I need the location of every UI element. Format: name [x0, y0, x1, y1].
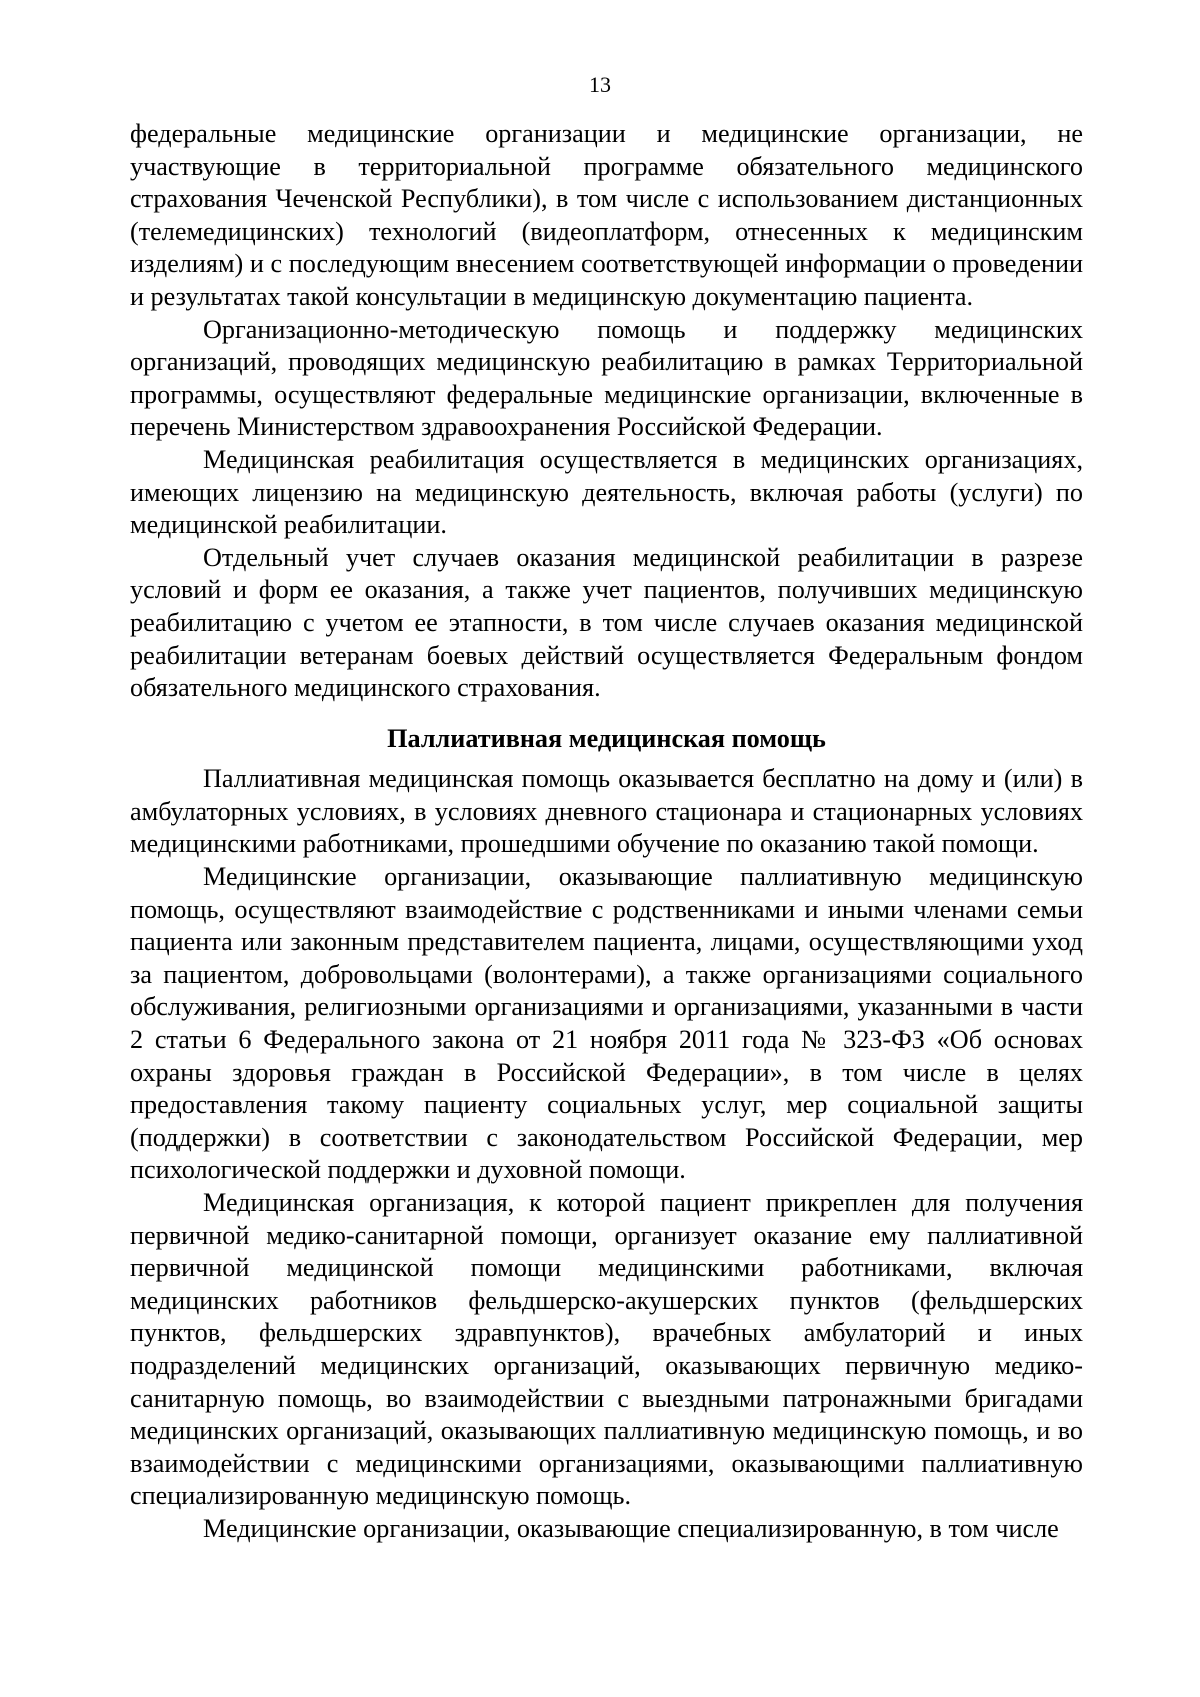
paragraph: Паллиативная медицинская помощь оказывается бесплатно на дому и (или) в амбулаторных условиях, в условиях дневного стационара и стационарных условиях медицинскими работниками, прошедшими обучение по оказанию такой помощи. [130, 764, 1083, 859]
paragraph: Отдельный учет случаев оказания медицинской реабилитации в разрезе условий и форм ее оказания, а также учет пациентов, получивших медицинскую реабилитацию с учетом ее этапности, в том числе случаев оказания медицинской реабилитации ветеранам боевых действий осуществляется Федеральным фондом обязательного медицинского страхования. [130, 542, 1083, 703]
paragraph: Медицинская реабилитация осуществляется в медицинских организациях, имеющих лицензию на медицинскую деятельность, включая работы (услуги) по медицинской реабилитации. [130, 444, 1083, 540]
section-heading: Паллиативная медицинская помощь [387, 723, 826, 753]
page-number: 13 [589, 72, 611, 97]
paragraph: Медицинские организации, оказывающие паллиативную медицинскую помощь, осуществляют взаимодействие с родственниками и иными членами семьи пациента или законным представителем пациента, лицами, осуществляющими уход за пациентом, добровольцами (волонтерами), а также организациями социального обслуживания, религиозными организациями и организациями, указанными в части 2 статьи 6 Федерального закона от 21 ноября 2011 года № 323-ФЗ «Об основах охраны здоровья граждан в Российской Федерации», в том числе в целях предоставления такому пациенту социальных услуг, мер социальной защиты (поддержки) в соответствии с законодательством Российской Федерации, мер психологической поддержки и духовной помощи. [130, 862, 1083, 1185]
paragraph: Медицинская организация, к которой пациент прикреплен для получения первичной медико-санитарной помощи, организует оказание ему паллиативной первичной медицинской помощи медицинскими работниками, включая медицинских работников фельдшерско-акушерских пунктов (фельдшерских пунктов, фельдшерских здравпунктов), врачебных амбулаторий и иных подразделений медицинских организаций, оказывающих первичную медико-санитарную помощь, во взаимодействии с выездными патронажными бригадами медицинских организаций, оказывающих паллиативную медицинскую помощь, и во взаимодействии с медицинскими организациями, оказывающими паллиативную специализированную медицинскую помощь. [130, 1188, 1083, 1511]
paragraph-truncated: Медицинские организации, оказывающие специализированную, в том числе [203, 1513, 1059, 1543]
document-body [130, 118, 1083, 1546]
paragraph-continuation: федеральные медицинские организации и медицинские организации, не участвующие в территориальной программе обязательного медицинского страхования Чеченской Республики), в том числе с использованием дистанционных (телемедицинских) технологий (видеоплатформ, отнесенных к медицинским изделиям) и с последующим внесением соответствующей информации о проведении и результатах такой консультации в медицинскую документацию пациента. [130, 119, 1083, 311]
paragraph: Организационно-методическую помощь и поддержку медицинских организаций, проводящих медицинскую реабилитацию в рамках Территориальной программы, осуществляют федеральные медицинские организации, включенные в перечень Министерством здравоохранения Российской Федерации. [130, 314, 1083, 442]
